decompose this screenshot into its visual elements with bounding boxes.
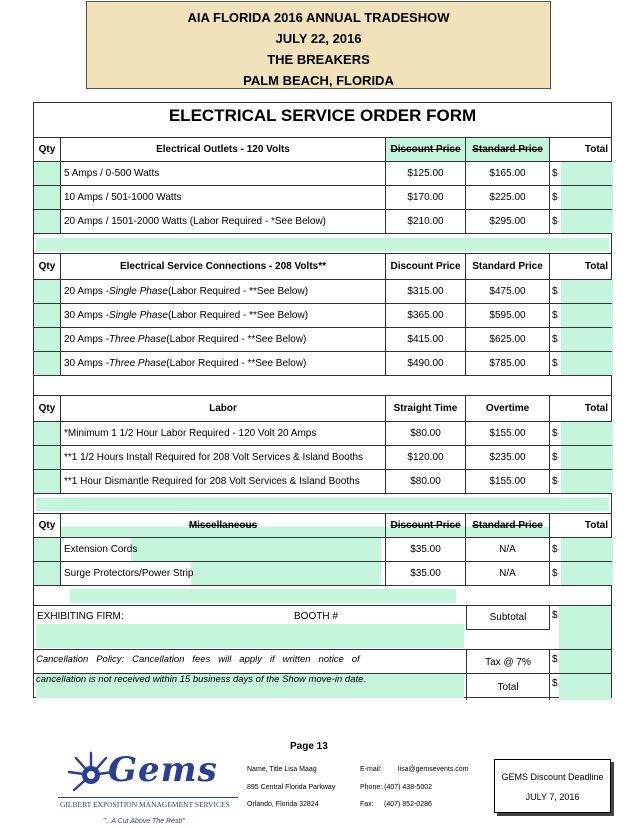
- table-row: [34, 469, 611, 493]
- tax-label: Tax @ 7%: [466, 650, 550, 674]
- price1-header: Discount Price: [386, 138, 466, 161]
- dollar-sign: $: [552, 168, 558, 179]
- dollar-sign: $: [552, 544, 558, 555]
- desc-header: Miscellaneous: [61, 514, 386, 537]
- fill-band: [36, 498, 609, 511]
- price1-header: Discount Price: [386, 514, 466, 537]
- price2-header: Standard Price: [466, 514, 550, 537]
- desc-header: Electrical Service Connections - 208 Volts**: [61, 254, 386, 279]
- item-description: 20 Amps - Single Phase (Labor Required - **See Below): [61, 280, 386, 303]
- deadline-date: JULY 7, 2016: [525, 792, 580, 802]
- total-field[interactable]: [550, 162, 613, 185]
- grand-total-field[interactable]: [559, 674, 611, 700]
- standard-price: N/A: [466, 538, 550, 561]
- desc-header: Electrical Outlets - 120 Volts: [61, 138, 386, 161]
- dollar-sign: $: [552, 216, 558, 227]
- discount-deadline-box: [494, 759, 611, 813]
- fill-band: [70, 589, 456, 603]
- table-row: [34, 327, 611, 351]
- standard-price: $475.00: [466, 280, 550, 303]
- table-row: [34, 537, 611, 561]
- banner-line2: JULY 22, 2016: [275, 31, 362, 46]
- item-description: 5 Amps / 0-500 Watts: [61, 162, 386, 185]
- section-header-labor: [34, 395, 611, 421]
- discount-price: $35.00: [386, 562, 466, 585]
- total-header: Total: [584, 144, 608, 155]
- table-row: [34, 185, 611, 209]
- discount-price: $35.00: [386, 538, 466, 561]
- qty-input[interactable]: [34, 352, 61, 375]
- table-row: [34, 561, 611, 585]
- contact-address: 895 Central Florida Parkway: [247, 784, 336, 791]
- qty-input[interactable]: [34, 562, 61, 585]
- section-header-connections: [34, 253, 611, 279]
- qty-header: Qty: [34, 396, 61, 421]
- total-field[interactable]: [550, 422, 613, 445]
- total-field[interactable]: [550, 186, 613, 209]
- price2-header: Standard Price: [466, 254, 550, 279]
- qty-input[interactable]: [34, 422, 61, 445]
- item-description: 10 Amps / 501-1000 Watts: [61, 186, 386, 209]
- dollar-sign: $: [552, 452, 558, 463]
- qty-input[interactable]: [34, 304, 61, 327]
- qty-input[interactable]: [34, 186, 61, 209]
- standard-price: $625.00: [466, 328, 550, 351]
- total-field[interactable]: [550, 328, 613, 351]
- qty-header: Qty: [34, 254, 61, 279]
- dollar-sign: $: [552, 678, 558, 689]
- standard-price: $165.00: [466, 162, 550, 185]
- item-description: **1 1/2 Hours Install Required for 208 Volt Services & Island Booths: [61, 446, 386, 469]
- total-header: Total: [584, 403, 608, 414]
- banner-line3: THE BREAKERS: [267, 52, 370, 67]
- total-field[interactable]: [550, 280, 613, 303]
- item-description: 30 Amps - Single Phase (Labor Required - **See Below): [61, 304, 386, 327]
- section-header-misc: [34, 513, 611, 537]
- gems-logo: [58, 750, 238, 828]
- total-header: Total: [584, 261, 608, 272]
- discount-price: $210.00: [386, 210, 466, 233]
- qty-header: Qty: [34, 514, 61, 537]
- spacer-row: [34, 493, 611, 513]
- discount-price: $315.00: [386, 280, 466, 303]
- subtotal-label: Subtotal: [466, 606, 550, 630]
- standard-price: $595.00: [466, 304, 550, 327]
- table-row: [34, 421, 611, 445]
- fax-label: Fax:: [360, 801, 374, 808]
- total-field[interactable]: [550, 210, 613, 233]
- total-header: Total: [584, 520, 608, 531]
- dollar-sign: $: [552, 428, 558, 439]
- logo-company-name: GILBERT EXPOSITION MANAGEMENT SERVICES: [60, 800, 230, 809]
- straight-time-price: $80.00: [386, 422, 466, 445]
- qty-input[interactable]: [34, 446, 61, 469]
- dollar-sign: $: [552, 358, 558, 369]
- table-row: [34, 351, 611, 375]
- standard-price: $225.00: [466, 186, 550, 209]
- qty-input[interactable]: [34, 162, 61, 185]
- total-row: [34, 673, 611, 699]
- standard-price: $295.00: [466, 210, 550, 233]
- qty-input[interactable]: [34, 280, 61, 303]
- standard-price: N/A: [466, 562, 550, 585]
- banner-line1: AIA FLORIDA 2016 ANNUAL TRADESHOW: [187, 10, 450, 25]
- table-row: [34, 279, 611, 303]
- item-description: Extension Cords: [61, 538, 386, 561]
- section-header-outlets: [34, 137, 611, 161]
- qty-input[interactable]: [34, 538, 61, 561]
- exhibitor-row: [34, 605, 611, 649]
- qty-header: Qty: [34, 138, 61, 161]
- qty-input[interactable]: [34, 328, 61, 351]
- contact-email[interactable]: lisa@gemsevents.com: [398, 766, 469, 773]
- discount-price: $170.00: [386, 186, 466, 209]
- dollar-sign: $: [552, 476, 558, 487]
- table-row: [34, 303, 611, 327]
- discount-price: $490.00: [386, 352, 466, 375]
- discount-price: $125.00: [386, 162, 466, 185]
- total-label: Total: [466, 674, 550, 700]
- price1-header: Discount Price: [386, 254, 466, 279]
- discount-price: $415.00: [386, 328, 466, 351]
- dollar-sign: $: [552, 286, 558, 297]
- dollar-sign: $: [552, 610, 558, 621]
- contact-phone: Phone: (407) 438-5002: [360, 784, 432, 791]
- dollar-sign: $: [552, 334, 558, 345]
- overtime-price: $155.00: [466, 422, 550, 445]
- fill-band: [36, 238, 609, 251]
- logo-wordmark: Gems: [108, 750, 218, 790]
- cancellation-policy-line1: Cancellation Policy: Cancellation fees will apply if written notice of: [36, 654, 360, 665]
- table-row: [34, 161, 611, 185]
- spacer-row: [34, 585, 611, 605]
- item-description: Surge Protectors/Power Strip: [61, 562, 386, 585]
- desc-header: Labor: [61, 396, 386, 421]
- spacer-row: [34, 375, 611, 395]
- overtime-price: $155.00: [466, 470, 550, 493]
- subtotal-field[interactable]: [559, 606, 611, 650]
- spacer-row: [34, 233, 611, 253]
- deadline-title: GEMS Discount Deadline: [501, 772, 604, 782]
- price2-header: Standard Price: [466, 138, 550, 161]
- dollar-sign: $: [552, 192, 558, 203]
- item-description: *Minimum 1 1/2 Hour Labor Required - 120 Volt 20 Amps: [61, 422, 386, 445]
- straight-time-price: $120.00: [386, 446, 466, 469]
- event-banner: [86, 1, 551, 89]
- total-field[interactable]: [550, 352, 613, 375]
- email-label: E-mail:: [360, 766, 382, 773]
- qty-input[interactable]: [34, 470, 61, 493]
- tax-row: [34, 649, 611, 673]
- discount-price: $365.00: [386, 304, 466, 327]
- item-description: 20 Amps / 1501-2000 Watts (Labor Required - *See Below): [61, 210, 386, 233]
- contact-name: Name, Title Lisa Maag: [247, 766, 317, 773]
- contact-city: Orlando, Florida 32824: [247, 801, 319, 808]
- total-field[interactable]: [550, 446, 613, 469]
- exhibiting-firm-input[interactable]: [36, 624, 464, 648]
- logo-tagline: "...A Cut Above The Rest!": [103, 818, 185, 825]
- item-description: 30 Amps - Three Phase (Labor Required - **See Below): [61, 352, 386, 375]
- total-field[interactable]: [550, 470, 613, 493]
- exhibiting-firm-label: EXHIBITING FIRM:: [37, 611, 124, 622]
- cancellation-policy-line2: cancellation is not received within 15 business days of the Show move-in date.: [36, 674, 367, 685]
- straight-time-price: $80.00: [386, 470, 466, 493]
- item-description: 20 Amps - Three Phase (Labor Required - **See Below): [61, 328, 386, 351]
- dollar-sign: $: [552, 310, 558, 321]
- table-row: [34, 209, 611, 233]
- overtime-price: $235.00: [466, 446, 550, 469]
- total-field[interactable]: [550, 538, 613, 561]
- booth-label: BOOTH #: [294, 611, 338, 622]
- order-form: [33, 102, 612, 698]
- page-number: Page 13: [290, 741, 328, 752]
- item-description: **1 Hour Dismantle Required for 208 Volt Services & Island Booths: [61, 470, 386, 493]
- qty-input[interactable]: [34, 210, 61, 233]
- price2-header: Overtime: [466, 396, 550, 421]
- total-field[interactable]: [550, 304, 613, 327]
- price1-header: Straight Time: [386, 396, 466, 421]
- tax-field[interactable]: [559, 650, 611, 674]
- table-row: [34, 445, 611, 469]
- banner-line4: PALM BEACH, FLORIDA: [243, 73, 394, 88]
- form-title: ELECTRICAL SERVICE ORDER FORM: [168, 106, 477, 125]
- dollar-sign: $: [552, 654, 558, 665]
- total-field[interactable]: [550, 562, 613, 585]
- contact-fax: (407) 852-0286: [384, 801, 432, 808]
- standard-price: $785.00: [466, 352, 550, 375]
- dollar-sign: $: [552, 568, 558, 579]
